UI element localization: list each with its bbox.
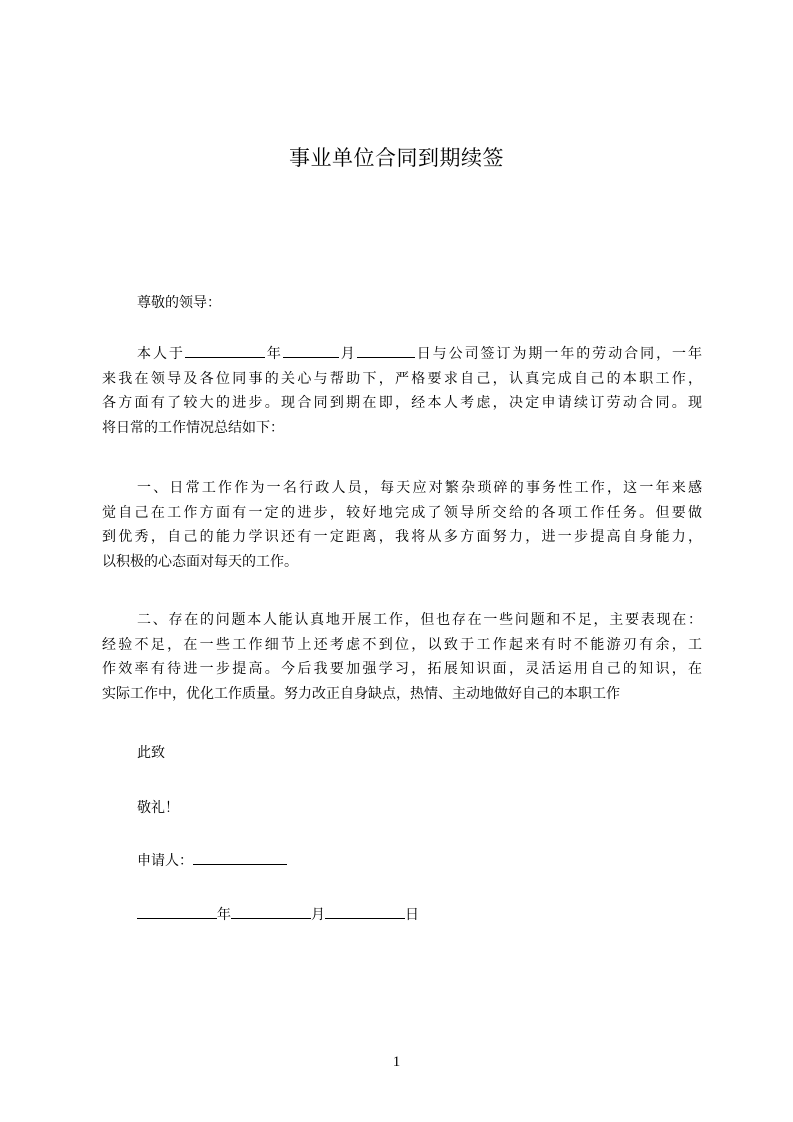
text-prefix: 本人于 xyxy=(137,346,185,362)
salutation: 尊敬的领导： xyxy=(137,295,221,311)
paragraph-line: 经验不足，在一些工作细节上还考虑不到位，以致于工作起来有时不能游刃有余，工 xyxy=(102,636,702,653)
date-year-blank xyxy=(137,904,217,919)
paragraph-problems xyxy=(102,608,702,706)
closing-jingli: 敬礼！ xyxy=(137,800,179,816)
closing-cizhi: 此致 xyxy=(137,745,165,761)
month-blank xyxy=(283,343,339,358)
text-year: 年 xyxy=(264,346,283,362)
paragraph-line: 将日常的工作情况总结如下： xyxy=(102,419,284,436)
page-number: 1 xyxy=(392,1054,401,1070)
document-title: 事业单位合同到期续签 xyxy=(289,146,504,170)
paragraph-line: 作效率有待进一步提高。今后我要加强学习，拓展知识面，灵活运用自己的知识，在 xyxy=(102,661,702,677)
signature-date-line xyxy=(137,904,419,924)
date-month-label: 月 xyxy=(311,907,325,923)
applicant-blank xyxy=(193,850,287,865)
year-blank xyxy=(185,343,265,358)
paragraph-line: 各方面有了较大的进步。现合同到期在即，经本人考虑，决定申请续订劳动合同。现 xyxy=(102,395,702,411)
paragraph-line: 二、存在的问题本人能认真地开展工作，但也存在一些问题和不足，主要表现在： xyxy=(137,612,702,628)
date-day-label: 日 xyxy=(405,907,419,923)
text-rest: 日与公司签订为期一年的劳动合同，一年 xyxy=(414,346,703,362)
paragraph-line: 实际工作中，优化工作质量。努力改正自身缺点，热情、主动地做好自己的本职工作 xyxy=(102,685,620,702)
paragraph-daily-work xyxy=(102,476,702,574)
paragraph-contract-intro xyxy=(102,342,702,440)
applicant-line xyxy=(137,850,287,870)
date-day-blank xyxy=(325,904,405,919)
paragraph-line: 一、日常工作作为一名行政人员，每天应对繁杂琐碎的事务性工作，这一年来感 xyxy=(137,480,702,496)
paragraph-line: 来我在领导及各位同事的关心与帮助下，严格要求自己，认真完成自己的本职工作， xyxy=(102,370,702,387)
paragraph-line: 到优秀，自己的能力学识还有一定距离，我将从多方面努力，进一步提高自身能力， xyxy=(102,529,702,545)
text-month: 月 xyxy=(338,346,357,362)
paragraph-line: 觉自己在工作方面有一定的进步，较好地完成了领导所交给的各项工作任务。但要做 xyxy=(102,504,702,521)
applicant-label: 申请人： xyxy=(137,853,193,869)
paragraph-line: 以积极的心态面对每天的工作。 xyxy=(102,553,298,570)
date-year-label: 年 xyxy=(217,907,231,923)
date-month-blank xyxy=(231,904,311,919)
paragraph-line xyxy=(102,342,702,367)
day-blank xyxy=(357,343,415,358)
